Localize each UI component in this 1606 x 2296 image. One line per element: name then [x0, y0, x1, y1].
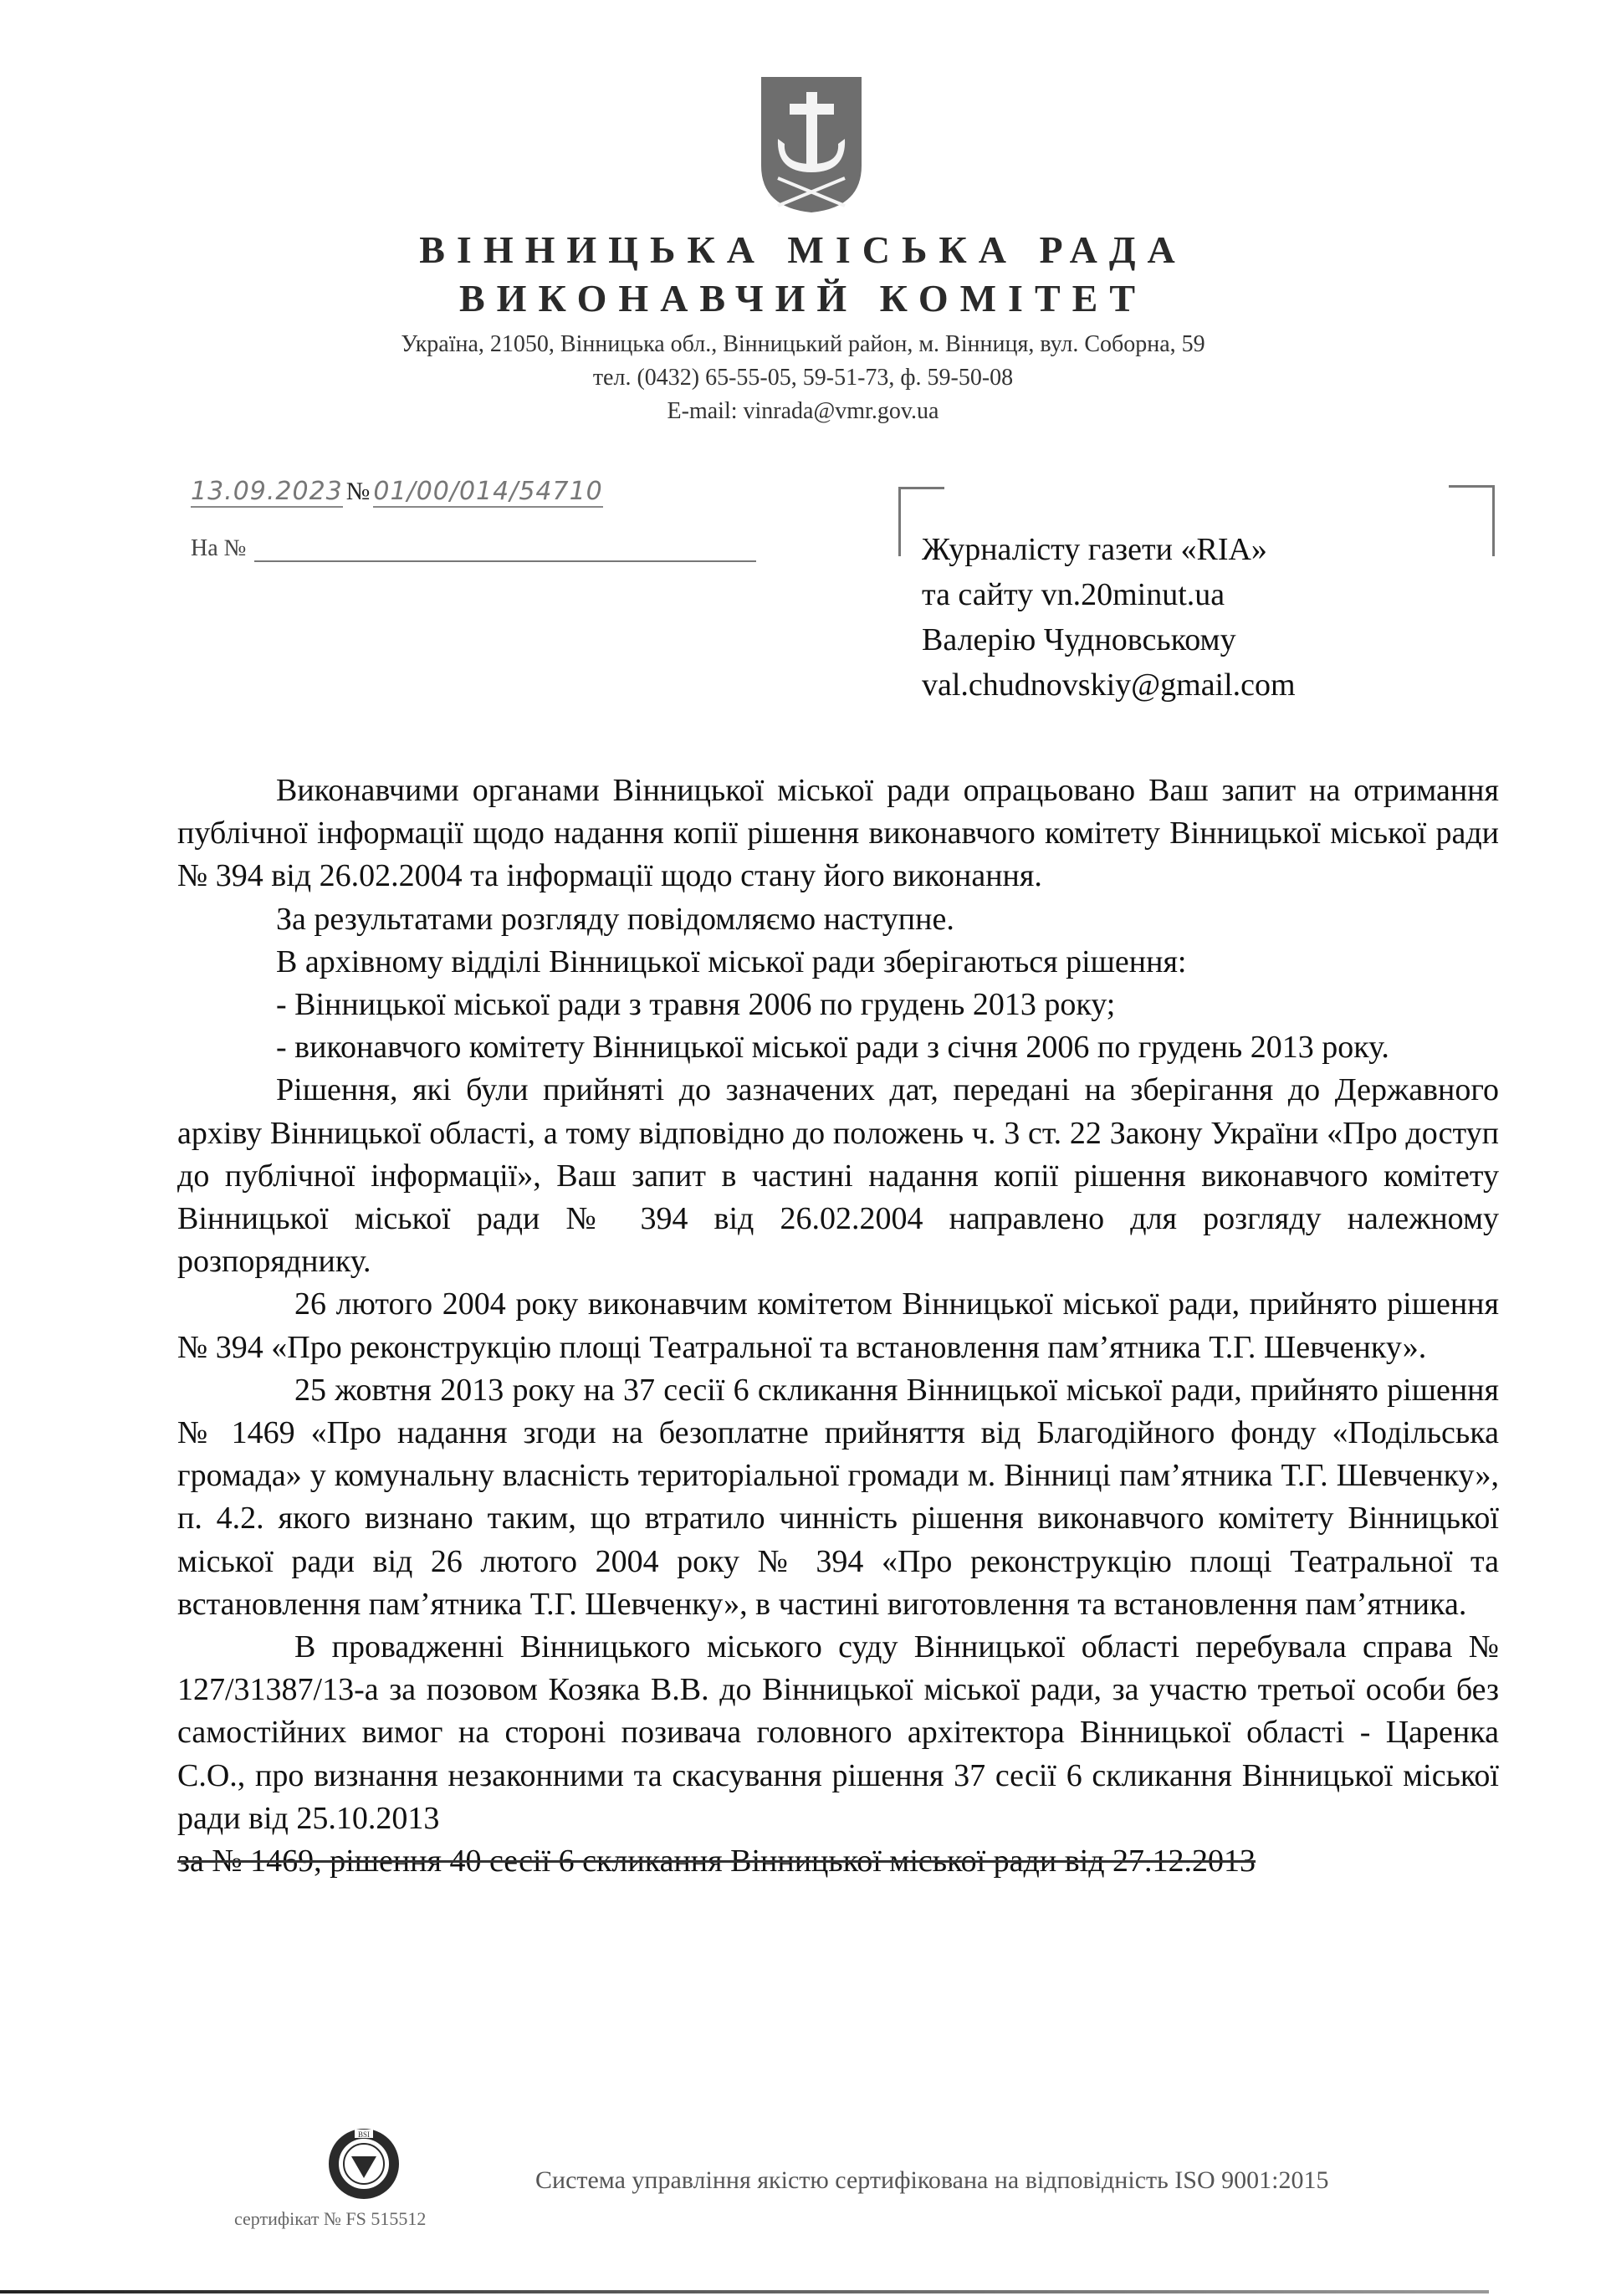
body-struck-line: за № 1469, рішення 40 сесії 6 скликання Вінницької міської ради від 27.12.2013: [177, 1843, 1256, 1879]
body-paragraph: 26 лютого 2004 року виконавчим комітетом Вінницької міської ради, прийнято рішення № 394 «Про реконструкцію площі Театральної та встановлення пам’ятника Т.Г. Шевченку».: [177, 1286, 1499, 1365]
reply-reference-field: [254, 535, 756, 562]
organization-phones: тел. (0432) 65-55-05, 59-51-73, ф. 59-50-08: [592, 365, 1014, 391]
registration-date: 13.09.2023: [191, 477, 343, 506]
body-paragraph: В провадженні Вінницького міського суду Вінницької області перебувала справа № 127/31387/13-а за позовом Козяка В.В. до Вінницької міської ради, за участю третьої особи без самостійних вимог на стороні позивача головного архітектора Вінницької області - Царенка С.О., про визнання незаконними та скасування рішення 37 сесії 6 скликання Вінницької міської ради від 25.10.2013: [177, 1629, 1499, 1836]
bsi-label: BSI: [357, 2130, 371, 2139]
registration-number-label: №: [345, 478, 371, 505]
organization-email: E-mail: vinrada@vmr.gov.ua: [667, 398, 939, 424]
reply-reference-label: На №: [191, 535, 247, 561]
bsi-certification-icon: [326, 2125, 402, 2200]
recipient-block: [922, 527, 1296, 708]
recipient-line: Журналісту газети «RIA»: [922, 532, 1267, 567]
body-paragraph: За результатами розгляду повідомляємо наступне.: [276, 901, 954, 937]
organization-address: Україна, 21050, Вінницька обл., Вінницький район, м. Вінниця, вул. Соборна, 59: [401, 331, 1205, 357]
body-paragraph: Виконавчими органами Вінницької міської ради опрацьовано Ваш запит на отримання публічної інформації щодо надання копії рішення виконавчого комітету Вінницької міської ради № 394 від 26.02.2004 та інформації щодо стану його виконання.: [177, 773, 1499, 894]
page-bottom-edge: [0, 2290, 1489, 2293]
recipient-email: val.chudnovskiy@gmail.com: [922, 667, 1296, 703]
certificate-number: сертифікат № FS 515512: [234, 2208, 427, 2229]
organization-title: ВІННИЦЬКА МІСЬКА РАДА: [419, 228, 1187, 271]
iso-statement: Система управління якістю сертифікована на відповідність ISO 9001:2015: [535, 2166, 1329, 2194]
letter-body: [177, 770, 1499, 1883]
body-paragraph: Рішення, які були прийняті до зазначених дат, передані на зберігання до Державного архіву Вінницької області, а тому відповідно до положень ч. 3 ст. 22 Закону України «Про доступ до публічної інформації», Ваш запит в частині надання копії рішення виконавчого комітету Вінницької міської ради № 394 від 26.02.2004 направлено для розгляду належному розпоряднику.: [177, 1072, 1499, 1280]
body-paragraph: В архівному відділі Вінницької міської ради зберігаються рішення:: [276, 943, 1187, 979]
body-list-item: - виконавчого комітету Вінницької міської ради з січня 2006 по грудень 2013 року.: [276, 1030, 1389, 1066]
recipient-line: Валерію Чудновському: [922, 622, 1236, 657]
organization-subtitle: ВИКОНАВЧИЙ КОМІТЕТ: [458, 277, 1147, 320]
body-list-item: - Вінницької міської ради з травня 2006 по грудень 2013 року;: [276, 987, 1116, 1023]
registration-line: [191, 477, 603, 506]
registration-number: 01/00/014/54710: [373, 477, 603, 506]
recipient-line: та сайту vn.20minut.ua: [922, 577, 1225, 612]
coat-of-arms-icon: [753, 74, 870, 216]
reply-reference-line: [191, 535, 756, 562]
body-paragraph: 25 жовтня 2013 року на 37 сесії 6 скликання Вінницької міської ради, прийнято рішення № 1469 «Про надання згоди на безоплатне прийняття від Благодійного фонду «Подільська громада» у комунальну власність територіальної громади м. Вінниці пам’ятника Т.Г. Шевченку», п. 4.2. якого визнано таким, що втратило чинність рішення виконавчого комітету Вінницької міської ради від 26 лютого 2004 року № 394 «Про реконструкцію площі Театральної та встановлення пам’ятника Т.Г. Шевченку», в частині виготовлення та встановлення пам’ятника.: [177, 1372, 1499, 1622]
address-corner-right: [1449, 485, 1495, 556]
